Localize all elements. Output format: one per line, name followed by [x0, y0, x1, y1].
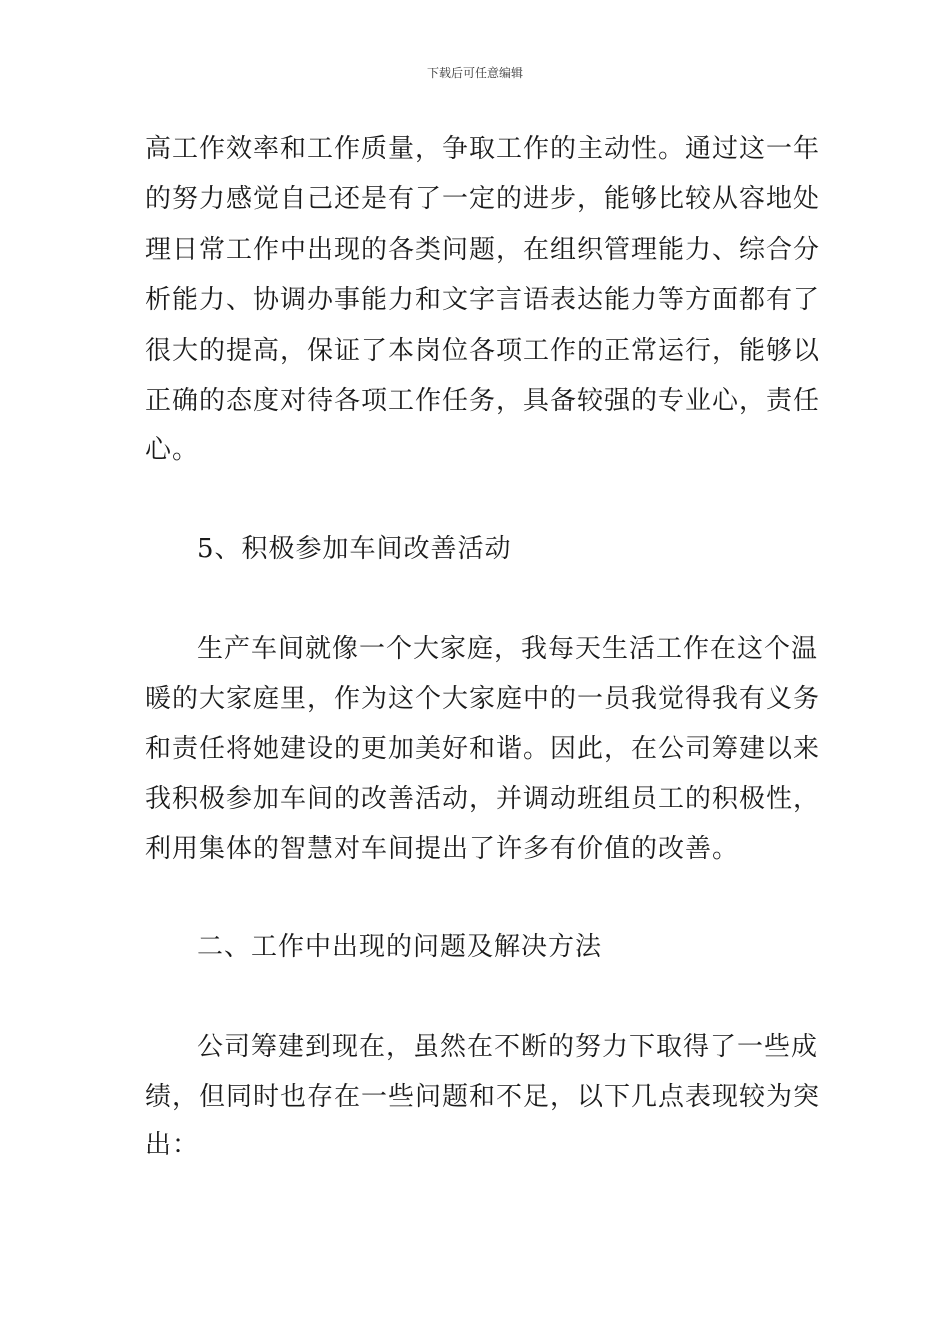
paragraph-line: 利用集体的智慧对车间提出了许多有价值的改善。 — [145, 834, 740, 864]
paragraph-line: 生产车间就像一个大家庭，我每天生活工作在这个温 — [197, 634, 819, 664]
paragraph-line: 理日常工作中出现的各类问题，在组织管理能力、综合分 — [145, 235, 821, 265]
paragraph-line: 暖的大家庭里，作为这个大家庭中的一员我觉得我有义务 — [145, 684, 821, 714]
paragraph-line: 我积极参加车间的改善活动，并调动班组员工的积极性， — [145, 784, 821, 814]
paragraph-line: 析能力、协调办事能力和文字言语表达能力等方面都有了 — [145, 285, 821, 315]
paragraph-line: 和责任将她建设的更加美好和谐。因此，在公司筹建以来 — [145, 734, 821, 764]
paragraph-line: 心。 — [145, 435, 200, 465]
page-header-note: 下载后可任意编辑 — [426, 66, 523, 80]
paragraph-line: 正确的态度对待各项工作任务，具备较强的专业心，责任 — [145, 386, 821, 416]
paragraph-line: 出： — [145, 1130, 200, 1160]
paragraph-line: 绩，但同时也存在一些问题和不足，以下几点表现较为突 — [145, 1082, 821, 1112]
paragraph-line: 的努力感觉自己还是有了一定的进步，能够比较从容地处 — [145, 184, 821, 214]
paragraph-line: 高工作效率和工作质量，争取工作的主动性。通过这一年 — [145, 134, 821, 164]
section-heading: 二、工作中出现的问题及解决方法 — [197, 932, 603, 962]
section-heading: 5、积极参加车间改善活动 — [197, 534, 512, 564]
paragraph-line: 公司筹建到现在，虽然在不断的努力下取得了一些成 — [197, 1032, 819, 1062]
paragraph-line: 很大的提高，保证了本岗位各项工作的正常运行，能够以 — [145, 336, 821, 366]
